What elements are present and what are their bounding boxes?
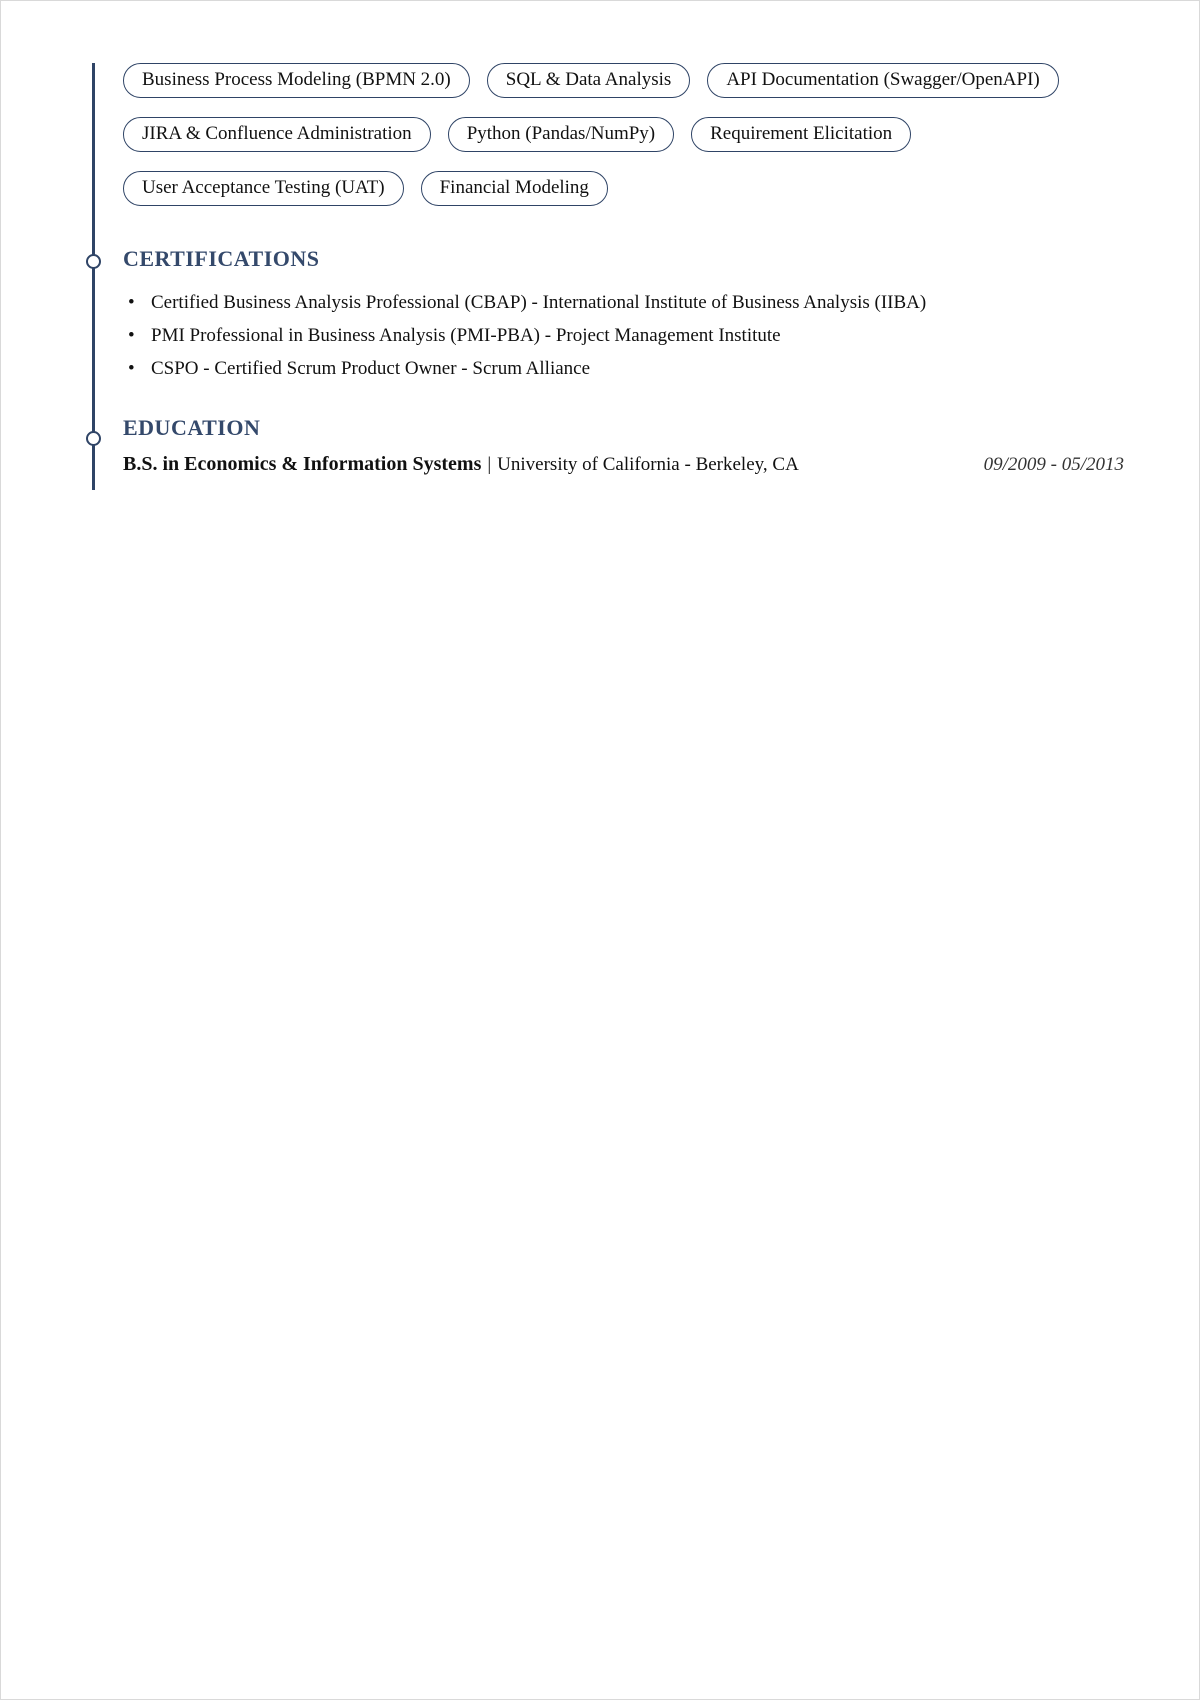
skill-tag: API Documentation (Swagger/OpenAPI) bbox=[707, 63, 1058, 98]
certification-item bbox=[123, 352, 1123, 385]
skill-tag: Requirement Elicitation bbox=[691, 117, 911, 152]
bullet-icon: • bbox=[128, 325, 135, 346]
education-details bbox=[123, 453, 799, 476]
education-entry bbox=[123, 453, 1124, 476]
skill-tag: JIRA & Confluence Administration bbox=[123, 117, 431, 152]
skill-tag: User Acceptance Testing (UAT) bbox=[123, 171, 404, 206]
skills-list bbox=[123, 63, 1123, 206]
education-separator: | bbox=[487, 454, 492, 475]
certification-text: Certified Business Analysis Professional (CBAP) - International Institute of Business Analysis (IIBA) bbox=[151, 292, 927, 313]
education-heading: EDUCATION bbox=[123, 415, 261, 440]
degree-name: B.S. in Economics & Information Systems bbox=[123, 453, 482, 475]
timeline-dot-education bbox=[86, 431, 101, 446]
certifications-heading: CERTIFICATIONS bbox=[123, 246, 320, 271]
certification-text: CSPO - Certified Scrum Product Owner - Scrum Alliance bbox=[151, 358, 591, 379]
skill-tag: Financial Modeling bbox=[421, 171, 608, 206]
bullet-icon: • bbox=[128, 292, 135, 313]
bullet-icon: • bbox=[128, 358, 135, 379]
certification-item bbox=[123, 286, 1123, 319]
resume-content bbox=[123, 63, 1123, 476]
skill-tag: SQL & Data Analysis bbox=[487, 63, 691, 98]
education-dates: 09/2009 - 05/2013 bbox=[983, 454, 1124, 475]
timeline-dot-certifications bbox=[86, 254, 101, 269]
certification-item bbox=[123, 319, 1123, 352]
certification-text: PMI Professional in Business Analysis (PMI-PBA) - Project Management Institute bbox=[151, 325, 781, 346]
certifications-list bbox=[123, 286, 1123, 385]
skill-tag: Business Process Modeling (BPMN 2.0) bbox=[123, 63, 470, 98]
timeline-line bbox=[92, 63, 95, 490]
school-name: University of California - Berkeley, CA bbox=[497, 454, 799, 475]
skill-tag: Python (Pandas/NumPy) bbox=[448, 117, 674, 152]
